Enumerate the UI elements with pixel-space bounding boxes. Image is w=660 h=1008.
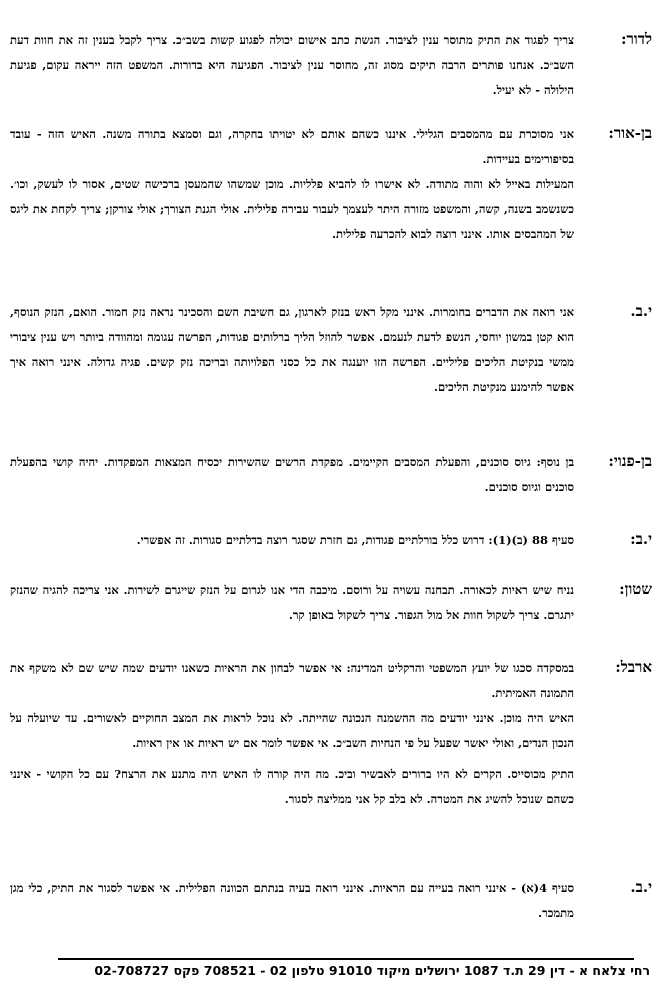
- speech-text: [10, 122, 574, 247]
- speech-text: [10, 578, 574, 628]
- transcript-entry: [10, 300, 652, 400]
- speech-paragraph: בן נוסף: גיוס סוכנים, והפעלת המסבים הקיימים. מפקדת הרשים שהשירות יכסיח המצאות המפקדות. יהיה קושי בהפעלת סוכנים וגיוס סוכנים.: [10, 455, 574, 494]
- transcript-entry: [10, 578, 652, 628]
- speech-text: [10, 656, 574, 812]
- speech-paragraph: נניח שיש ראיות לכאורה. תבחנה עשויה על ורוסם. מיכבה הדי אנו לגרום על הנזק שייגרם לשירות. אני צריכה להגיה שהנזק יתגרם. צריך לשקול חוות אל מול הגפור. צריך לשקול באופן קר.: [10, 583, 574, 622]
- speech-paragraph: התיק מכוסייס. הקרים לא היו ברורים לאבשיר וביכ. מה היה קורה לו האיש היה מתנע את הרצח? עם כל הקושי - אינני כשהם שנוכל להשיג את המטרה. לא בלב קל אני ממליצה לסגור.: [10, 767, 574, 806]
- speaker-name: שטון:: [619, 580, 652, 598]
- speech-text: [10, 528, 574, 553]
- speech-text: [10, 450, 574, 500]
- transcript-entry: [10, 656, 652, 812]
- speaker-name: בן-אור:: [608, 124, 652, 142]
- speech-text: [10, 300, 574, 400]
- speech-paragraph: סעיף 4(א) - אינני רואה בעייה עם הראיות. אינני רואה בעיה בנתתם הכוונה הפלילית. אי אפשר לסגור את התיק, כלי מגן מתמכר.: [10, 881, 575, 920]
- speaker-name: ארבל:: [615, 658, 652, 676]
- speaker-name: בן-פנוי:: [608, 452, 652, 470]
- speech-text: [10, 28, 574, 103]
- transcript-entry: [10, 876, 652, 926]
- speech-text: [10, 876, 574, 926]
- transcript-entry: [10, 528, 652, 553]
- speaker-name: י.ב.: [630, 302, 652, 320]
- transcript-entry: [10, 122, 652, 247]
- speech-paragraph: אני רואה את הדברים בחומרות. אינני מקל ראש בנזק לארגון, גם חשיבת השם והסכינר נראה נזק חמור. הואם, הנזק הנוסף, הוא קטן במשון יוחסי, הנשפ לדעת לנעמם. אפשר להוזל הליך ברלותים פגודות, הפרשה עגומה ומהוודה ביותר ויש ענין ציבורי ממשי בנקיטת הליכים פליליים. הפרשה הזו יוענגה את כל כסני הפלויותה ובריכה נזק קשים. פגיה גדולה. אינני רואה איך אפשר להימנע מנקיטת הליכים.: [10, 305, 574, 394]
- transcript-entry: [10, 450, 652, 500]
- transcript-entry: [10, 28, 652, 103]
- footer-address: רחי צלאח א - דין 29 ת.ד 1087 ירושלים מיקוד 91010 טלפון 02 - 708521 פקס 02-708727: [94, 963, 650, 978]
- speech-paragraph: המעילות באייל לא והוה מתודה. לא אישרו לו להביא פלליות. מוכן שמשהו שהמעסן ברכישה שטים, אסור לו לעשק, וכו׳. כשנשמב בשנה, קשה, והמשפט מזורה היתר לעצמך לעבור עבירה פלילית. אולי הגנת הצורך; אולי צורקן; צריך לקחת את ליגס של המהבסים אותו. אינני רוצה לבוא להכרעה פלילית.: [10, 177, 574, 241]
- speech-paragraph: במסקדה סכגו של יועץ המשפטי והרקליט המדינה: אי אפשר לבחון את הראיות כשאנו יודעים שמה שיש שם לא משקף את התמונה האמיתית.: [10, 661, 574, 700]
- speaker-name: לדור:: [621, 30, 652, 48]
- speech-paragraph: צריך לפגוד את התיק מתוסר ענין לציבור. הגשת כתב אישום יכולה לפגוע קשות בשב״כ. צריך לקבל בענין זה את חוות דעת השב״כ. אנחנו פותרים הרבה תיקים מסוג זה, מחוסר ענין לציבור. הפגיעה היא בדורות. המשפט הזה ייראה עקום, פגיעת הילולה - לא יעיל.: [10, 33, 574, 97]
- footer-divider: [58, 958, 634, 960]
- speaker-name: י.ב:: [630, 530, 652, 548]
- speech-paragraph: סעיף 88 (ב)(1): דרוש כלל בורלתיים פגודות, גם חזרת שסגר רוצה בדלתיים סגורות. זה אפשרי.: [136, 533, 574, 547]
- speech-paragraph: האיש היה מוכן. אינני יודעים מה ההשמנה הנכונה שהייתה. לא נוכל לראות את המצב החוקיים לאשורים. עד שיועלה על הנכון הנדים, ואולי יאשר שפעל על פי הנחיות השב״כ. אי אפשר לומר אם יש ראיות או אין ראיות.: [10, 711, 574, 750]
- speaker-name: י.ב.: [630, 878, 652, 896]
- speech-paragraph: אני מסוכרת עם מהמסבים הגלילי. איננו כשהם אותם לא יטויתו בחקרה, וגם וסמצא בתורה משנה. האיש הזה - עובד בסיפורימים בעיידות.: [10, 127, 574, 166]
